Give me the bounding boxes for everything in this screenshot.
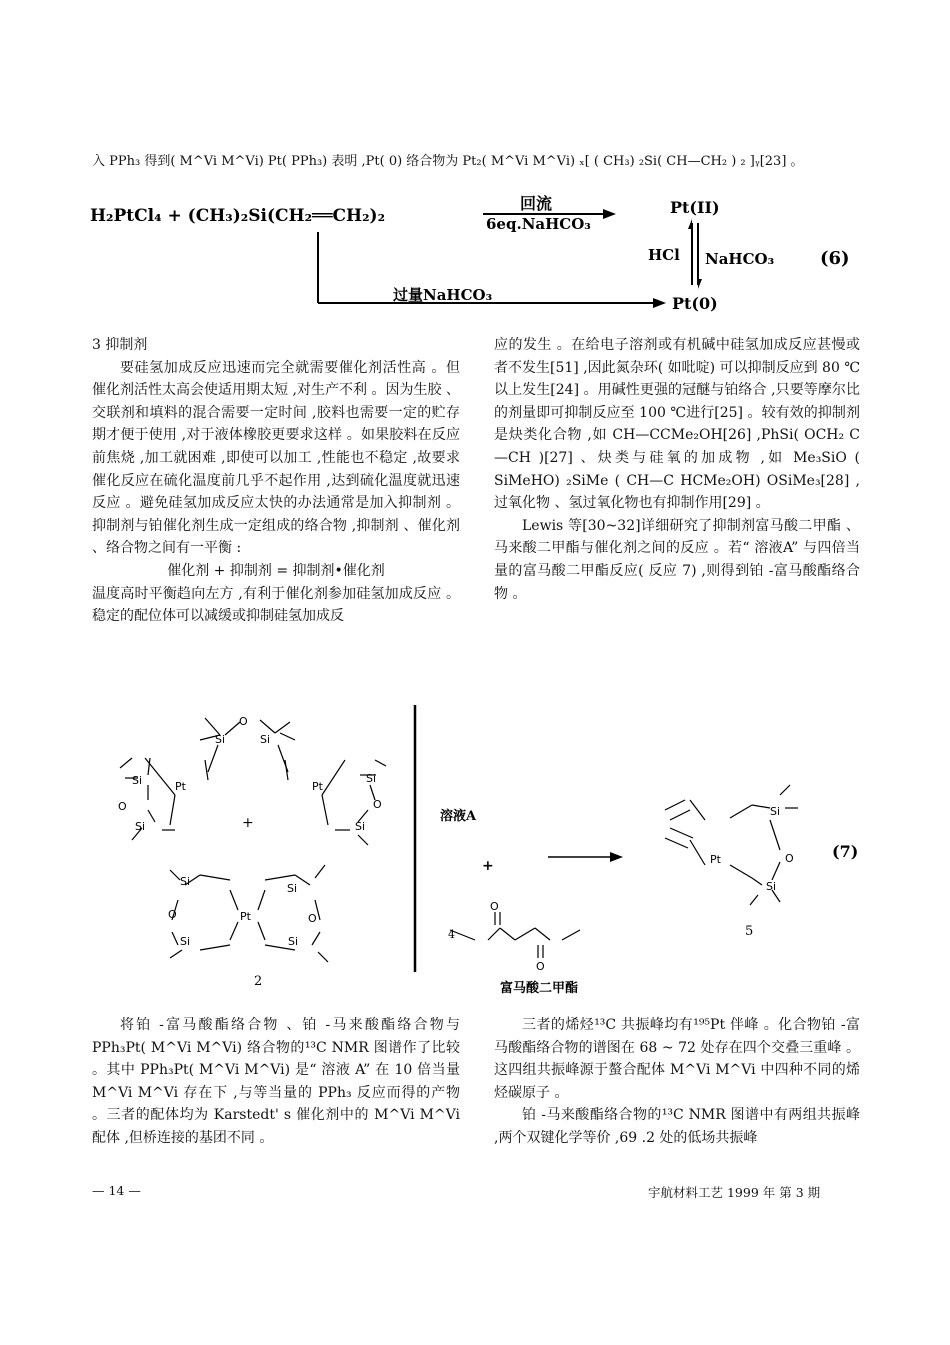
left-paragraph-1: 要硅氢加成反应迅速而完全就需要催化剂活性高 。但催化剂活性太高会使适用期太短 ,对生产不利 。因为生胶 、交联剂和填料的混合需要一定时间 ,胶料也需要一定的贮存期才便于使用 ,对于液体橡胶更要求这样 。如果胶料在反应前焦烧 ,加工就困难 ,即使可以加工 ,性能也不稳定 ,故要求催化反应在硫化温度前几乎不起作用 ,达到硫化温度就迅速反应 。避免硅氢加成反应太快的办法通常是加入抑制剂 。抑制剂与铂催化剂生成一定组成的络合物 ,抑制剂 、催化剂 、络合物之间有一平衡 : [92,359,460,557]
label-o: O [536,960,545,973]
label-si: Si [215,733,226,746]
label-o: O [308,912,317,925]
reaction6-reactants: H₂PtCl₄ + (CH₃)₂Si(CH₂══CH₂)₂ [90,206,386,226]
reaction7-number: (7) [832,842,859,861]
bottom-left-column [92,1014,460,1150]
reaction6-hcl: HCl [648,246,680,264]
top-line-text: 入 PPh₃ 得到( M^Vi M^Vi) Pt( PPh₃) 表明 ,Pt( 0) 络合物为 Pt₂( M^Vi M^Vi) ₓ[ ( CH₃) ₂Si( CH—CH₂ ) ₂ ]ᵧ[23] 。 [92,154,804,169]
section-heading: 3 抑制剂 [92,337,148,353]
label-o: O [373,798,382,811]
label-si: Si [288,935,299,948]
label-si: Si [366,772,377,785]
label-si: Si [260,733,271,746]
label-o: O [168,908,177,921]
label-compound-5: 5 [745,924,754,939]
right-paragraph-2: Lewis 等[30~32]详细研究了抑制剂富马酸二甲酯 、马来酸二甲酯与催化剂之间的反应 。若“ 溶液A” 与四倍当量的富马酸二甲酯反应( 反应 7) ,则得到铂 -富马酸酯络合物 。 [494,517,860,602]
label-si: Si [766,880,777,893]
label-num4: 4 [448,928,455,941]
figure7-plus2: + [482,858,494,874]
reaction6-product-bottom: Pt(0) [672,294,718,313]
right-paragraph-1: 应的发生 。在给电子溶剂或有机碱中硅氢加成反应甚慢或者不发生[51] ,因此氮杂环( 如吡啶) 可以抑制反应到 80 ℃以上发生[24] 。用碱性更强的冠醚与铂络合 ,只要等摩尔比的剂量即可抑制反应至 100 ℃进行[25] 。较有效的抑制剂是炔类化合物 ,如 CH—CCMe₂OH[26] ,PhSi( OCH₂ C—CH )[27] 、炔类与硅氧的加成物 ,如 Me₃SiO ( SiMeHO) ₂SiMe ( CH—C HCMe₂OH) OSiMe₃[28] ,过氧化物 、氢过氧化物也有抑制作用[29] 。 [494,337,860,512]
solution-a-label: 溶液A [440,809,477,824]
label-si: Si [355,820,366,833]
bottom-right-column [494,1014,860,1150]
page-number: — 14 — [92,1183,141,1198]
figure7-plus: + [242,815,254,831]
label-compound-2: 2 [254,974,263,989]
left-paragraph-2: 温度高时平衡趋向左方 ,有利于催化剂参加硅氢加成反应 。稳定的配位体可以减缓或抑制硅氢加成反 [92,585,460,625]
label-o: O [239,715,248,728]
reaction6-product-top: Pt(II) [670,198,720,217]
label-si: Si [180,935,191,948]
reaction6-excess: 过量NaHCO₃ [393,286,493,304]
label-si: Si [135,820,146,833]
right-column [494,334,860,605]
reaction-6-scheme [88,185,868,320]
label-si: Si [180,875,191,888]
label-o: O [785,852,794,865]
label-o: O [118,800,127,813]
label-si: Si [770,805,781,818]
journal-footer: 宇航材料工艺 1999 年 第 3 期 [648,1185,821,1200]
label-pt: Pt [312,780,323,793]
bottom-left-paragraph: 将铂 -富马酸酯络合物 、铂 -马来酸酯络合物与 PPh₃Pt( M^Vi M^Vi) 络合物的¹³C NMR 图谱作了比较 。其中 PPh₃Pt( M^Vi M^Vi) 是“ 溶液 A” 在 10 倍当量 M^Vi M^Vi 存在下 ,与等当量的 PPh₃ 反应而得的产物 。三者的配体均为 Karstedt' s 催化剂中的 M^Vi M^Vi 配体 ,但桥连接的基团不同 。 [92,1017,460,1146]
label-si: Si [287,882,298,895]
bottom-right-paragraph-2: 铂 -马来酸酯络合物的¹³C NMR 图谱中有两组共振峰 ,两个双键化学等价 ,69 .2 处的低场共振峰 [494,1107,860,1146]
left-column [92,334,460,628]
equilibrium-equation: 催化剂 + 抑制剂 = 抑制剂•催化剂 [167,562,385,579]
label-pt: Pt [710,853,721,866]
label-pt: Pt [175,780,186,793]
reaction-7-figure [90,700,870,1000]
fumarate-label: 富马酸二甲酯 [500,981,579,996]
reaction6-arrow-bottom: 6eq.NaHCO₃ [486,215,591,233]
label-si: Si [132,774,143,787]
reaction6-number: (6) [820,248,850,269]
label-pt: Pt [240,910,251,923]
label-o: O [490,900,499,913]
reaction6-arrow-top: 回流 [520,194,553,213]
reaction6-nahco3: NaHCO₃ [705,250,775,268]
bottom-right-paragraph-1: 三者的烯烃¹³C 共振峰均有¹⁹⁵Pt 伴峰 。化合物铂 -富马酸酯络合物的谱图在 68 ~ 72 处存在四个交叠三重峰 。这四组共振峰源于螯合配体 M^Vi M^Vi 中四种不同的烯烃碳原子 。 [494,1017,860,1101]
